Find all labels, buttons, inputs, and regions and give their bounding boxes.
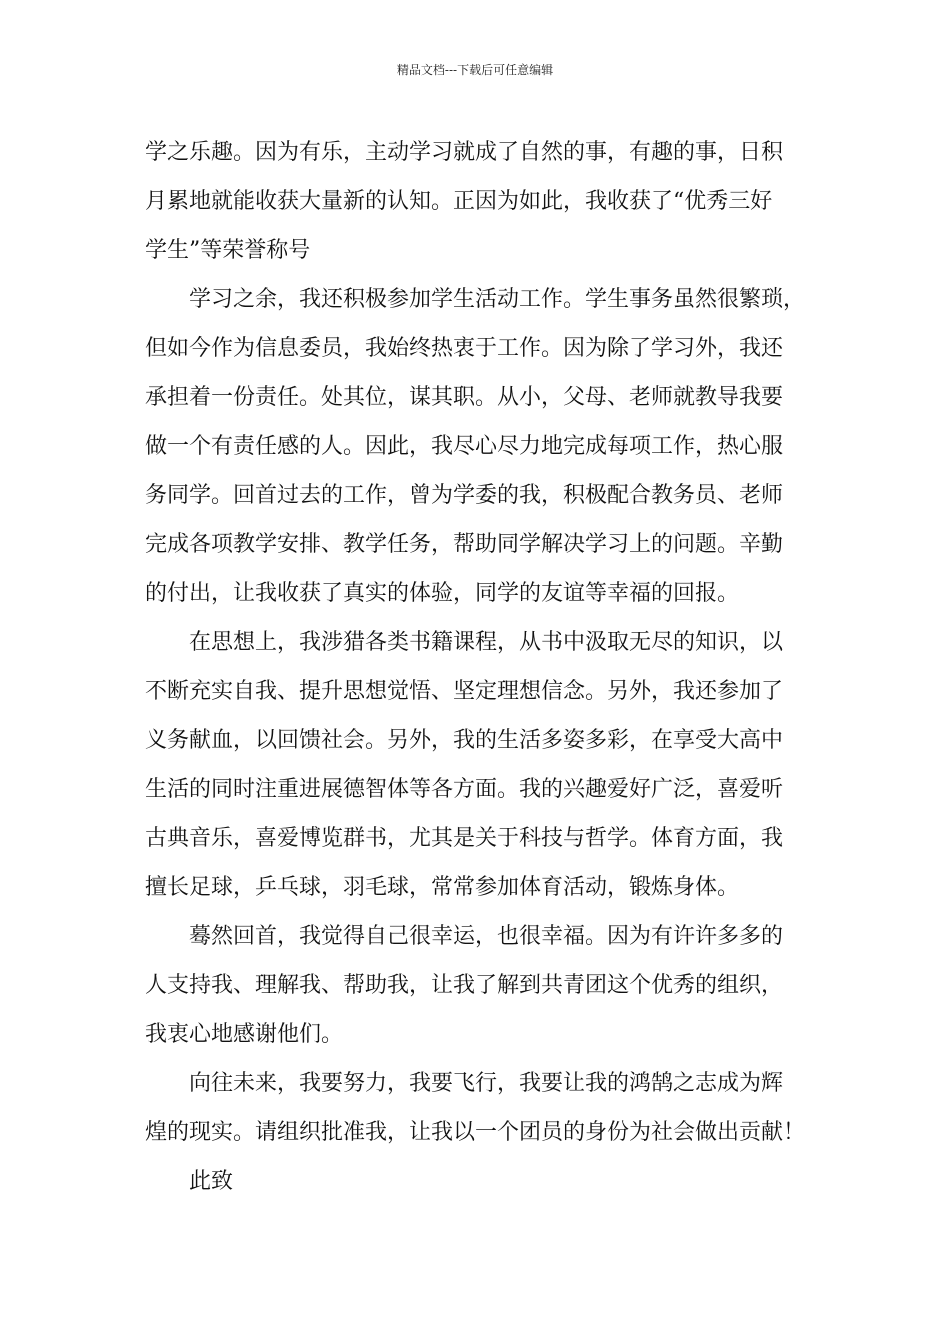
- text-line: 生活的同时注重进展德智体等各方面。我的兴趣爱好广泛，喜爱听: [145, 777, 784, 802]
- text-line: 月累地就能收获大量新的认知。正因为如此，我收获了“优秀三好: [145, 189, 773, 214]
- text-line: 做一个有责任感的人。因此，我尽心尽力地完成每项工作，热心服: [145, 434, 784, 459]
- text-line: 承担着一份责任。处其位，谋其职。从小，父母、老师就教导我要: [145, 385, 784, 410]
- text-line: 学生”等荣誉称号: [145, 238, 311, 263]
- text-line: 的付出，让我收获了真实的体验，同学的友谊等幸福的回报。: [145, 581, 740, 606]
- text-line: 但如今作为信息委员，我始终热衷于工作。因为除了学习外，我还: [145, 336, 784, 361]
- text-line: 不断充实自我、提升思想觉悟、坚定理想信念。另外，我还参加了: [145, 679, 784, 704]
- document-body: [145, 128, 815, 1206]
- text-line: 擅长足球，乒乓球，羽毛球，常常参加体育活动，锻炼身体。: [145, 875, 740, 900]
- text-line: 人支持我、理解我、帮助我，让我了解到共青团这个优秀的组织，: [145, 973, 784, 998]
- text-line: 我衷心地感谢他们。: [145, 1022, 344, 1047]
- text-line: 古典音乐，喜爱博览群书，尤其是关于科技与哲学。体育方面，我: [145, 826, 784, 851]
- text-line: 蓦然回首，我觉得自己很幸运，也很幸福。因为有许许多多的: [189, 924, 784, 949]
- text-line: 完成各项教学安排、教学任务，帮助同学解决学习上的问题。辛勤: [145, 532, 784, 557]
- text-line: 此致: [189, 1169, 234, 1194]
- text-line: 在思想上，我涉猎各类书籍课程，从书中汲取无尽的知识，以: [189, 630, 784, 655]
- text-line: 务同学。回首过去的工作，曾为学委的我，积极配合教务员、老师: [145, 483, 784, 508]
- text-line: 向往未来，我要努力，我要飞行，我要让我的鸿鹄之志成为辉: [189, 1071, 784, 1096]
- text-line: 学之乐趣。因为有乐，主动学习就成了自然的事，有趣的事，日积: [145, 140, 784, 165]
- text-line: 学习之余，我还积极参加学生活动工作。学生事务虽然很繁琐，: [189, 287, 806, 312]
- text-line: 煌的现实。请组织批准我，让我以一个团员的身份为社会做出贡献！: [145, 1120, 806, 1145]
- text-line: 义务献血，以回馈社会。另外，我的生活多姿多彩，在享受大高中: [145, 728, 784, 753]
- page-header: 精品文档---下载后可任意编辑: [396, 63, 554, 77]
